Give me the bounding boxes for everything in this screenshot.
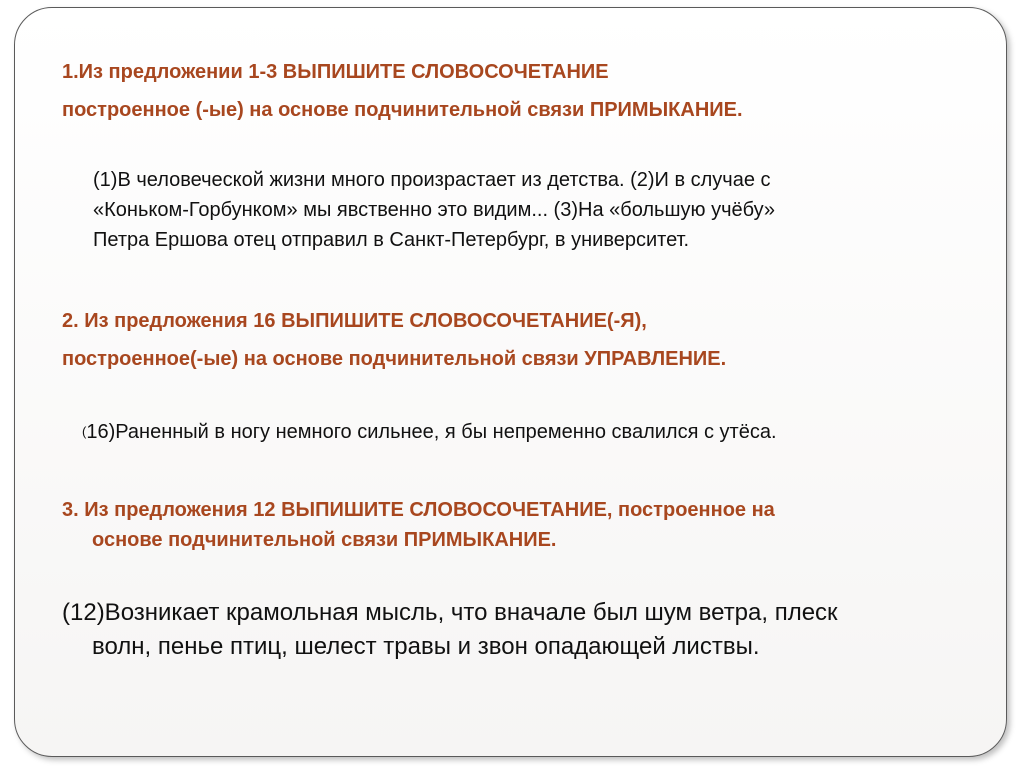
text-1-line-2: «Коньком-Горбунком» мы явственно это видим... (3)На «большую учёбу» [93,199,775,221]
task-1-heading-line-2: построенное (-ые) на основе подчинительной связи ПРИМЫКАНИЕ. [62,99,743,121]
task-3-heading-line-2: основе подчинительной связи ПРИМЫКАНИЕ. [92,529,557,551]
text-1-line-1: (1)В человеческой жизни много произрастает из детства. (2)И в случае с [93,169,771,191]
task-2-heading-line-1: 2. Из предложения 16 ВЫПИШИТЕ СЛОВОСОЧЕТАНИЕ(-Я), [62,310,647,332]
task-2-heading-line-2: построенное(-ые) на основе подчинительной связи УПРАВЛЕНИЕ. [62,348,727,370]
text-1-line-3: Петра Ершова отец отправил в Санкт-Петербург, в университет. [93,229,690,251]
task-1-heading-line-1: 1.Из предложении 1-3 ВЫПИШИТЕ СЛОВОСОЧЕТАНИЕ [62,61,609,83]
task-3-heading-line-1: 3. Из предложения 12 ВЫПИШИТЕ СЛОВОСОЧЕТАНИЕ, построенное на [62,499,775,521]
text-2-text: 16)Раненный в ногу немного сильнее, я бы непременно свалился с утёса. [86,421,777,443]
text-3-line-1: (12)Возникает крамольная мысль, что вначале был шум ветра, плеск [62,599,838,626]
text-3-line-2: волн, пенье птиц, шелест травы и звон опадающей листвы. [92,633,760,660]
text-2-line [82,418,777,446]
text-2-paren: ( [82,424,87,439]
